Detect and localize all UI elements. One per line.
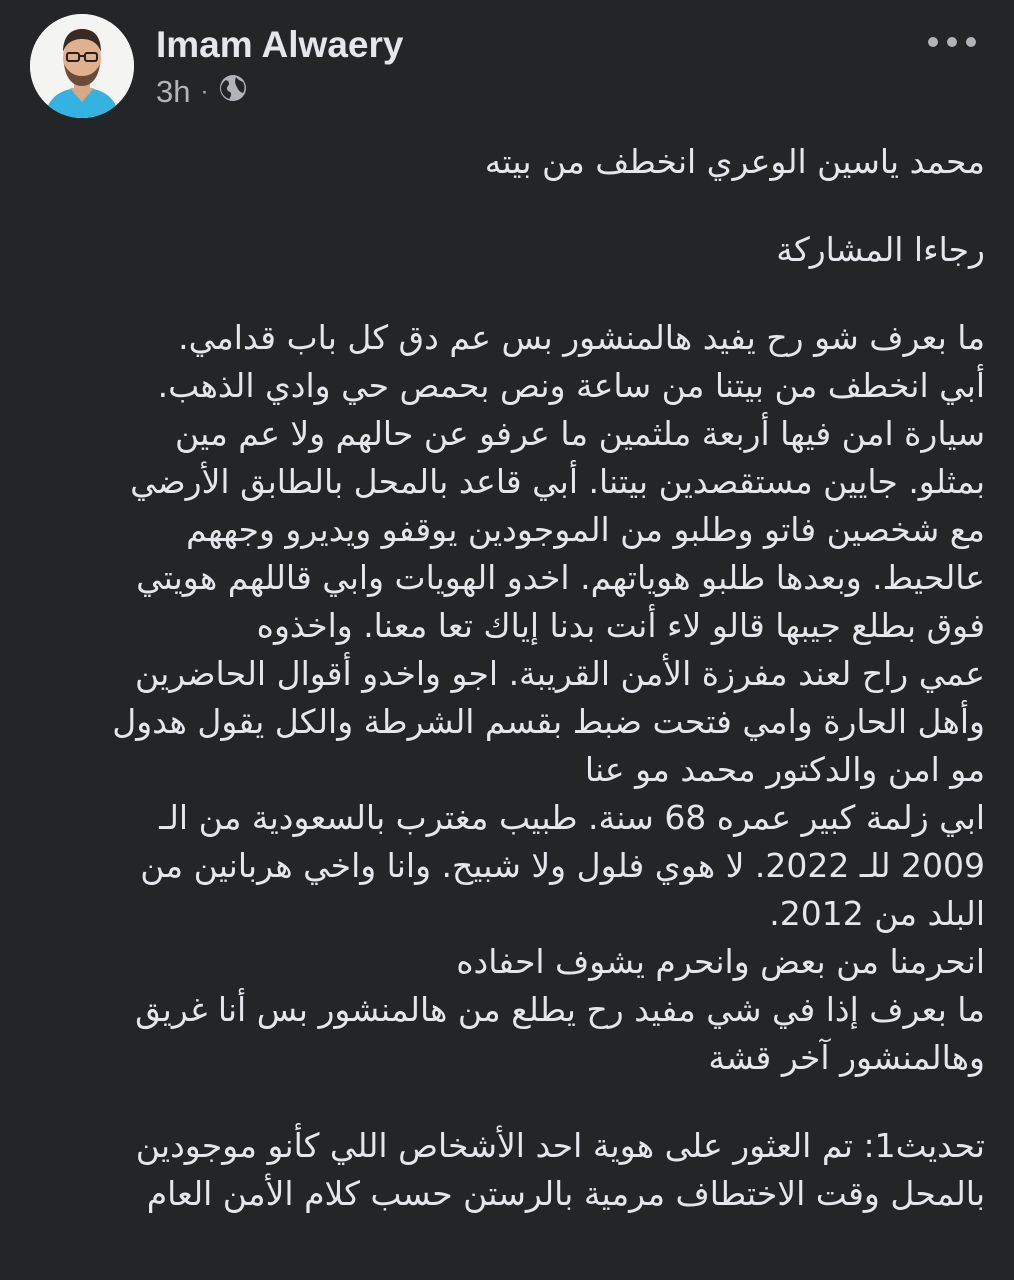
- meta-separator: ·: [200, 78, 209, 105]
- globe-icon[interactable]: [218, 73, 248, 111]
- more-dot: [966, 37, 976, 47]
- author-name[interactable]: Imam Alwaery: [156, 24, 404, 65]
- author-avatar[interactable]: [30, 14, 134, 118]
- body-line: ما بعرف إذا في شي مفيد رح يطلع من هالمنشور بس أنا غريق: [135, 990, 985, 1029]
- post-title-line: محمد ياسين الوعري انخطف من بيته: [484, 142, 985, 181]
- body-line: فوق بطلع جيبها قالو لاء أنت بدنا إياك تعا معنا. واخذوه: [256, 606, 985, 645]
- body-line: وأهل الحارة وامي فتحت ضبط بقسم الشرطة والكل يقول هدول: [112, 702, 985, 741]
- avatar-photo: [30, 14, 134, 118]
- body-line: سيارة امن فيها أربعة ملثمين ما عرفو عن حالهم ولا عم مين: [175, 414, 985, 453]
- post-body: [45, 314, 985, 1082]
- body-line: أبي انخطف من بيتنا من ساعة ونص بحمص حي وادي الذهب.: [157, 366, 985, 405]
- update-line: تحديث1: تم العثور على هوية احد الأشخاص اللي كأنو موجودين: [135, 1126, 985, 1165]
- body-line: مو امن والدكتور محمد مو عنا: [584, 750, 985, 789]
- post-text: [45, 138, 985, 1218]
- more-options-button[interactable]: [928, 30, 976, 54]
- body-line: عمي راح لعند مفرزة الأمن القريبة. اجو واخدو أقوال الحاضرين: [134, 654, 985, 693]
- body-line: البلد من 2012.: [769, 894, 985, 933]
- body-line: بمثلو. جايين مستقصدين بيتنا. أبي قاعد بالمحل بالطابق الأرضي: [130, 462, 985, 501]
- share-request-line: رجاءا المشاركة: [776, 230, 985, 269]
- post-header: [30, 14, 990, 119]
- post-update: [45, 1122, 985, 1218]
- paragraph-gap: [45, 274, 985, 314]
- body-line: ابي زلمة كبير عمره 68 سنة. طبيب مغترب بالسعودية من الـ: [159, 798, 985, 837]
- body-line: مع شخصين فاتو وطلبو من الموجودين يوقفو ويديرو وجههم: [186, 510, 985, 549]
- body-line: ما بعرف شو رح يفيد هالمنشور بس عم دق كل باب قدامي.: [178, 318, 985, 357]
- more-dot: [947, 37, 957, 47]
- post-time[interactable]: 3h: [156, 74, 191, 109]
- globe-icon-graphic: [218, 73, 248, 103]
- body-line: وهالمنشور آخر قشة: [708, 1038, 985, 1077]
- body-line: انحرمنا من بعض وانحرم يشوف احفاده: [456, 942, 985, 981]
- paragraph-gap: [45, 1082, 985, 1122]
- body-line: 2009 للـ 2022. لا هوي فلول ولا شبيح. وانا واخي هربانين من: [140, 846, 985, 885]
- paragraph-gap: [45, 186, 985, 226]
- more-dot: [928, 37, 938, 47]
- post-meta: [156, 74, 248, 110]
- update-line: بالمحل وقت الاختطاف مرمية بالرستن حسب كلام الأمن العام: [146, 1174, 985, 1213]
- body-line: عالحيط. وبعدها طلبو هوياتهم. اخدو الهويات وابي قاللهم هويتي: [136, 558, 985, 597]
